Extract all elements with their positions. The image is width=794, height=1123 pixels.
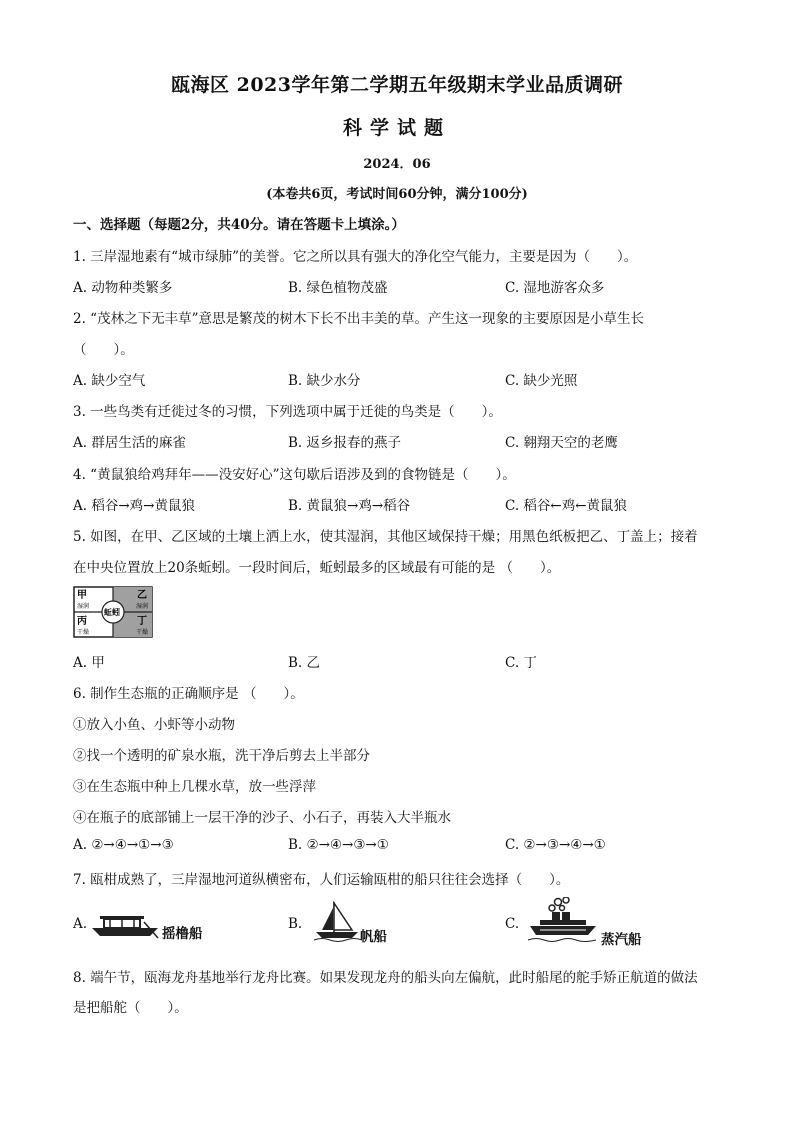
q6-stem: 6. 制作生态瓶的正确顺序是 （ ）。	[73, 686, 304, 702]
q1-option-a: A. 动物种类繁多	[73, 280, 173, 296]
q2-option-c: C. 缺少光照	[505, 373, 578, 389]
region-bing-sub: 干燥	[77, 629, 90, 636]
region-ding-label: 丁	[137, 616, 147, 627]
q2-stem-line1: 2. “茂林之下无丰草”意思是繁茂的树木下长不出丰美的草。产生这一现象的主要原因是小草生长	[73, 311, 644, 327]
q7-option-b-letter: B.	[288, 916, 303, 932]
q3-option-c: C. 翱翔天空的老鹰	[505, 435, 618, 451]
region-jia-label: 甲	[77, 590, 87, 601]
q7-option-c-letter: C.	[505, 916, 520, 932]
q6-step-3: ③在生态瓶中种上几棵水草，放一些浮萍	[73, 779, 316, 795]
q5-stem-line1: 5. 如图，在甲、乙区域的土壤上洒上水，使其湿润，其他区域保持干燥；用黑色纸板把乙、丁盖上；接着	[73, 529, 698, 545]
section-heading: 一、选择题（每题2分，共40分。请在答题卡上填涂。）	[73, 217, 405, 233]
q3-stem: 3. 一些鸟类有迁徙过冬的习惯，下列选项中属于迁徙的鸟类是（ ）。	[73, 404, 502, 420]
q1-stem: 1. 三岸湿地素有“城市绿肺”的美誉。它之所以具有强大的净化空气能力，主要是因为（ ）。	[73, 249, 638, 265]
region-yi-label: 乙	[137, 590, 147, 601]
q7-stem: 7. 瓯柑成熟了，三岸湿地河道纵横密布，人们运输瓯柑的船只往往会选择（ ）。	[73, 872, 570, 888]
q7-option-a-letter: A.	[73, 916, 88, 932]
q5-stem-line2: 在中央位置放上20条蚯蚓。一段时间后，蚯蚓最多的区域最有可能的是 （ ）。	[73, 560, 561, 576]
q6-option-c: C. ②→③→④→①	[505, 837, 606, 853]
q2-option-a: A. 缺少空气	[73, 373, 146, 389]
q4-stem: 4. “黄鼠狼给鸡拜年——没安好心”这句歇后语涉及到的食物链是（ ）。	[73, 467, 516, 483]
q6-option-b: B. ②→④→③→①	[288, 837, 389, 853]
q3-option-a: A. 群居生活的麻雀	[73, 435, 186, 451]
q1-option-b: B. 绿色植物茂盛	[288, 280, 388, 296]
q7-option-b-label: 帆船	[360, 929, 387, 945]
steamship-icon	[526, 897, 598, 943]
q1-option-c: C. 湿地游客众多	[505, 280, 605, 296]
rowing-boat-icon	[90, 908, 160, 940]
exam-note: (本卷共6页，考试时间60分钟，满分100分)	[266, 187, 528, 202]
sailboat-icon	[312, 898, 362, 942]
q4-option-c: C. 稻谷←鸡←黄鼠狼	[505, 498, 628, 514]
region-yi-sub: 湿润	[136, 603, 149, 610]
q2-option-b: B. 缺少水分	[288, 373, 361, 389]
region-ding-sub: 干燥	[136, 629, 149, 636]
exam-subtitle: 科学试题	[342, 117, 451, 139]
q7-option-a-label: 摇橹船	[162, 926, 203, 942]
q4-option-b: B. 黄鼠狼→鸡→稻谷	[288, 498, 411, 514]
center-label: 蚯蚓	[104, 608, 120, 617]
q5-option-c: C. 丁	[505, 655, 537, 671]
q6-option-a: A. ②→④→①→③	[73, 837, 174, 853]
q3-option-b: B. 返乡报春的燕子	[288, 435, 402, 451]
q6-step-1: ①放入小鱼、小虾等小动物	[73, 717, 235, 733]
q5-option-a: A. 甲	[73, 655, 105, 671]
q6-step-2: ②找一个透明的矿泉水瓶，洗干净后剪去上半部分	[73, 748, 370, 764]
q8-stem-line2: 是把船舵（ ）。	[73, 1000, 188, 1016]
q2-stem-line2: （ ）。	[73, 342, 134, 358]
q4-option-a: A. 稻谷→鸡→黄鼠狼	[73, 498, 195, 514]
earthworm-experiment-figure	[73, 586, 153, 638]
region-bing-label: 丙	[77, 616, 87, 627]
exam-title: 瓯海区 2023学年第二学期五年级期末学业品质调研	[171, 74, 623, 96]
q8-stem-line1: 8. 端午节，瓯海龙舟基地举行龙舟比赛。如果发现龙舟的船头向左偏航，此时船尾的舵手矫正航道的做法	[73, 970, 698, 986]
exam-date: 2024．06	[363, 157, 431, 172]
q7-option-c-label: 蒸汽船	[601, 932, 642, 948]
region-jia-sub: 湿润	[77, 603, 90, 610]
q5-option-b: B. 乙	[288, 655, 321, 671]
q6-step-4: ④在瓶子的底部铺上一层干净的沙子、小石子，再装入大半瓶水	[73, 810, 451, 826]
